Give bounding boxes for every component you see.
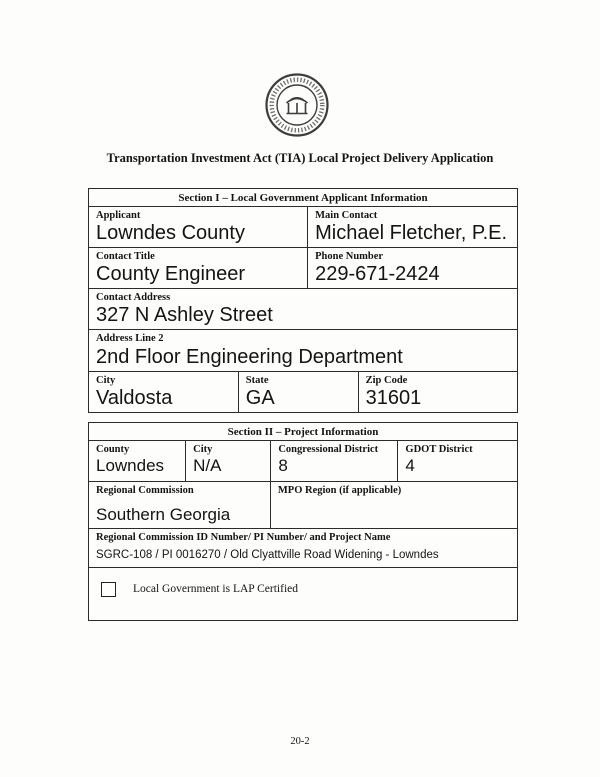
section2-header-row (89, 423, 517, 440)
table-row (89, 567, 517, 620)
lap-certified-label: Local Government is LAP Certified (133, 583, 299, 595)
main-contact-label: Main Contact (315, 210, 378, 221)
lap-certified-checkbox[interactable] (101, 582, 116, 597)
document-title: Transportation Investment Act (TIA) Local Project Delivery Application (106, 151, 494, 165)
table-row (89, 371, 517, 412)
contact-address-value: 327 N Ashley Street (96, 304, 273, 327)
lap-certified-cell (89, 568, 517, 620)
contact-address-label: Contact Address (96, 292, 171, 304)
county-value: Lowndes (96, 456, 165, 476)
county-label: County (96, 444, 130, 455)
address-line-2-value: 2nd Floor Engineering Department (96, 345, 403, 368)
table-row (89, 528, 517, 567)
project-id-value: SGRC-108 / PI 0016270 / Old Clyattville Road Widening - Lowndes (96, 549, 439, 562)
page-number: 20-2 (290, 736, 310, 747)
field-mpo-region (271, 482, 517, 528)
field-project-city (186, 441, 271, 481)
address-line-2-label: Address Line 2 (96, 333, 164, 345)
gdot-district-value: 4 (405, 456, 415, 476)
zip-code-value: 31601 (365, 386, 422, 409)
table-row (89, 440, 517, 481)
field-congressional-district (271, 441, 398, 481)
applicant-label: Applicant (96, 210, 141, 221)
gdot-district-label: GDOT District (405, 444, 473, 455)
table-row (89, 329, 517, 370)
table-row (89, 288, 517, 329)
field-phone-number (308, 248, 517, 288)
state-label: State (245, 374, 269, 386)
regional-commission-value: Southern Georgia (96, 505, 231, 525)
section2-table (88, 422, 518, 621)
project-city-value: N/A (193, 456, 222, 476)
field-county (89, 441, 186, 481)
field-city (89, 372, 239, 412)
field-project-id (89, 529, 517, 567)
city-label: City (96, 374, 116, 386)
gdot-seal-logo (264, 72, 330, 138)
field-applicant (89, 207, 308, 247)
field-gdot-district (398, 441, 517, 481)
mpo-region-label: MPO Region (if applicable) (277, 485, 402, 496)
congressional-district-value: 8 (278, 456, 288, 476)
phone-number-value: 229-671-2424 (315, 263, 440, 286)
project-id-label: Regional Commission ID Number/ PI Number/ and Project Name (96, 532, 391, 543)
project-city-label: City (193, 444, 213, 455)
section2-header: Section II – Project Information (227, 426, 379, 438)
section1-header-row (89, 189, 517, 206)
field-main-contact (308, 207, 517, 247)
section1-table (88, 188, 518, 413)
congressional-district-label: Congressional District (278, 444, 379, 455)
field-contact-title (89, 248, 308, 288)
contact-title-value: County Engineer (96, 263, 245, 286)
applicant-value: Lowndes County (96, 222, 245, 245)
section1-header: Section I – Local Government Applicant Information (178, 192, 428, 204)
table-row (89, 481, 517, 528)
city-value: Valdosta (96, 386, 173, 409)
table-row (89, 206, 517, 247)
contact-title-label: Contact Title (96, 251, 155, 263)
field-zip-code (359, 372, 517, 412)
zip-code-label: Zip Code (365, 374, 408, 386)
field-regional-commission (89, 482, 271, 528)
field-address-line-2 (89, 330, 517, 370)
regional-commission-label: Regional Commission (96, 485, 194, 496)
phone-number-label: Phone Number (315, 251, 384, 263)
state-value: GA (245, 386, 275, 409)
table-row (89, 247, 517, 288)
field-state (239, 372, 359, 412)
field-contact-address (89, 289, 517, 329)
main-contact-value: Michael Fletcher, P.E. (315, 222, 508, 245)
